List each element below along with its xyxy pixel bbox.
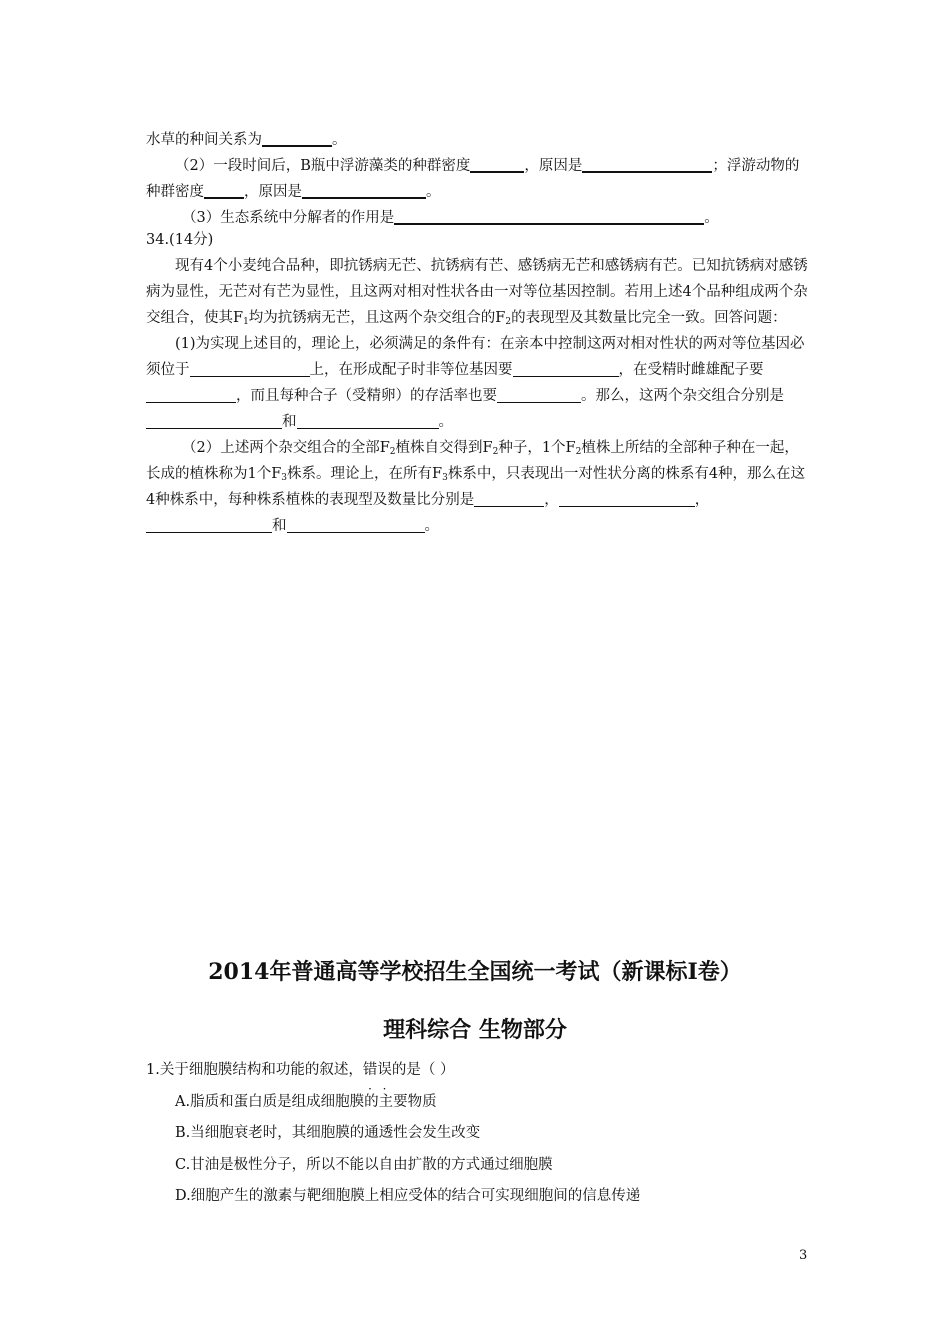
page-number: 3 [799, 1248, 808, 1263]
answer-blank[interactable] [497, 386, 581, 403]
question-33-continued [146, 127, 810, 231]
q34-part-2: （2）上述两个杂交组合的全部$F_2$植株自交得到$F_2$种子，1个$F_2$植株上所结的全部种子种在一起，长成的植株称为1个$F_3$株系。理论上，在所有$F_3$株系中，只表现出一对性状分离的株系有4种，那么在这4种株系中，每种株系植株的表现型及数量比分别是 ， ，和 。 [146, 440, 806, 534]
q33-line-1: 水草的种间关系为 。 [146, 127, 810, 153]
answer-blank[interactable] [190, 360, 310, 377]
answer-blank[interactable] [146, 516, 272, 533]
answer-blank[interactable] [287, 516, 425, 533]
answer-blank[interactable] [262, 129, 332, 147]
answer-blank[interactable] [394, 207, 704, 225]
answer-blank[interactable] [302, 181, 426, 199]
emphasis-dot: 错 [362, 1062, 378, 1078]
exam-subtitle: 理科综合 生物部分 [383, 1017, 567, 1043]
answer-blank[interactable] [582, 155, 712, 173]
option-d: D.细胞产生的激素与靶细胞膜上相应受体的结合可实现细胞间的信息传递 [175, 1188, 641, 1204]
emphasis-dot: 误 [377, 1062, 392, 1078]
question-34 [146, 227, 810, 539]
exam-title: 2014年普通高等学校招生全国统一考试（新课标Ⅰ卷） [208, 959, 742, 985]
answer-blank[interactable] [470, 155, 524, 173]
answer-blank[interactable] [474, 490, 544, 507]
q34-header: 34.(14分) [146, 232, 214, 248]
question-1 [146, 1055, 810, 1213]
q34-intro: 现有4个小麦纯合品种，即抗锈病无芒、抗锈病有芒、感锈病无芒和感锈病有芒。已知抗锈病对感锈病为显性，无芒对有芒为显性，且这两对相对性状各由一对等位基因控制。若用上述4个品种组成两个杂交组合，使其$F_1$均为抗锈病无芒，且这两个杂交组合的$F_2$的表现型及其数量比完全一致。回答问题： [146, 258, 808, 327]
answer-blank[interactable] [146, 412, 282, 429]
answer-blank[interactable] [559, 490, 695, 507]
answer-blank[interactable] [513, 360, 619, 377]
answer-blank[interactable] [204, 181, 244, 199]
q34-part-1: (1)为实现上述目的，理论上，必须满足的条件有：在亲本中控制这两对相对性状的两对等位基因必须位于 上，在形成配子时非等位基因要 ，在受精时雌雄配子要，而且每种合子（受精卵）的存活率也要 。那么，这两个杂交组合分别是和 。 [146, 336, 805, 430]
question-1-stem: 1.关于细胞膜结构和功能的叙述，错误的是（ ） [146, 1062, 455, 1078]
option-c: C.甘油是极性分子，所以不能以自由扩散的方式通过细胞膜 [175, 1156, 553, 1173]
option-a: A.脂质和蛋白质是组成细胞膜的主要物质 [175, 1093, 437, 1110]
answer-blank[interactable] [297, 412, 439, 429]
answer-blank[interactable] [146, 386, 236, 403]
q33-part-3: （3）生态系统中分解者的作用是 。 [146, 205, 810, 231]
q33-part-2: （2）一段时间后，B瓶中浮游藻类的种群密度 ，原因是 ；浮游动物的种群密度 ，原因是 。 [146, 153, 810, 205]
option-b: B.当细胞衰老时，其细胞膜的通透性会发生改变 [175, 1125, 481, 1141]
